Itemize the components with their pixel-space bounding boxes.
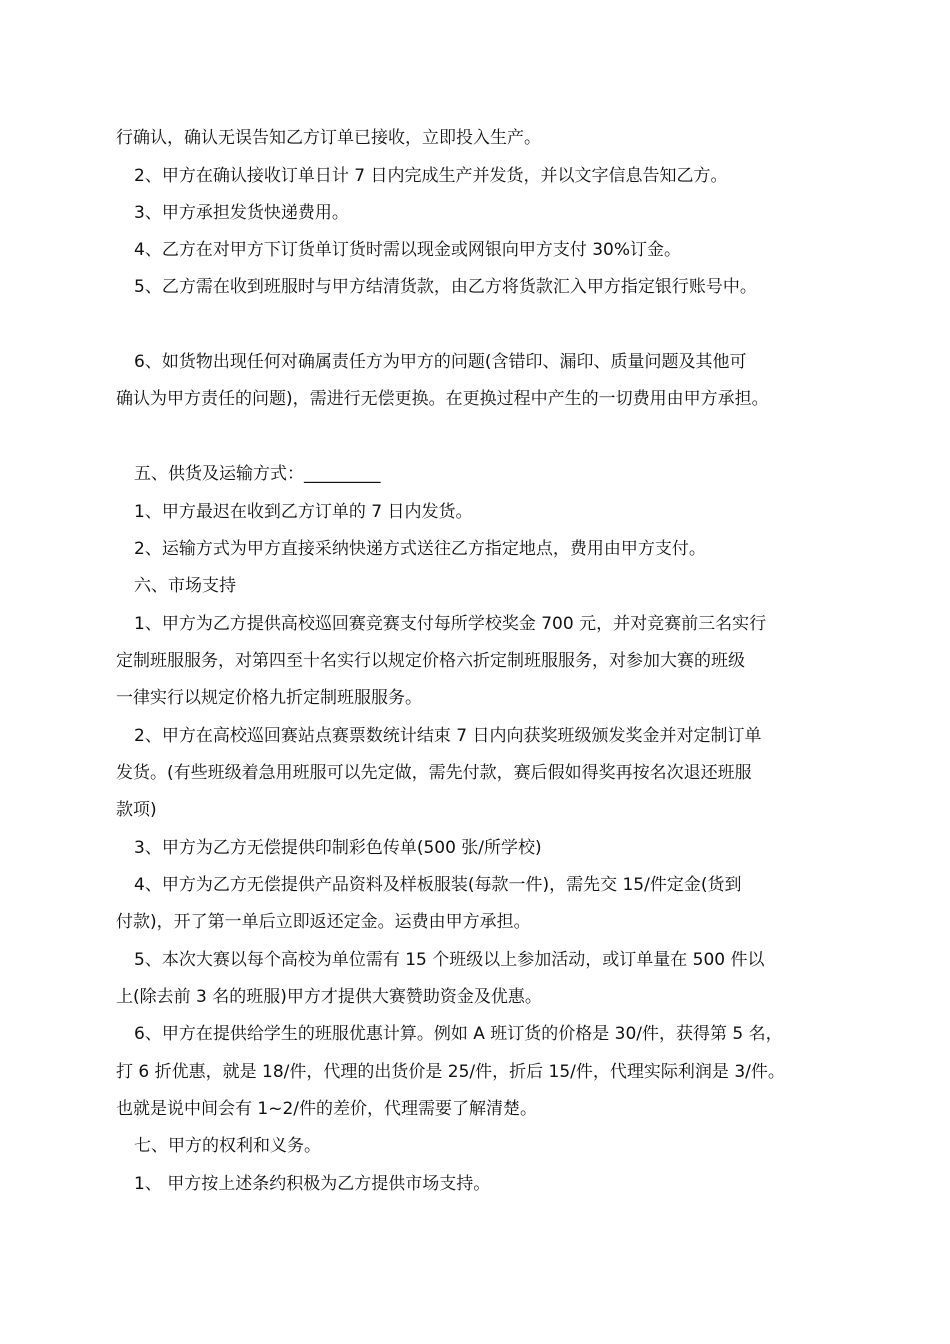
paragraph-line: 付款)，开了第一单后立即返还定金。运费由甲方承担。 [116, 912, 531, 932]
paragraph-line: 2、甲方在高校巡回赛站点赛票数统计结束 7 日内向获奖班级颁发奖金并对定制订单 [134, 726, 762, 746]
paragraph-line: 款项) [116, 800, 157, 820]
paragraph-line: 行确认，确认无误告知乙方订单已接收，立即投入生产。 [116, 128, 541, 148]
paragraph-line: 5、本次大赛以每个高校为单位需有 15 个班级以上参加活动，或订单量在 500 件以 [134, 950, 765, 970]
section-heading: 七、甲方的权利和义务。 [134, 1136, 321, 1156]
section-heading: 五、供货及运输方式：_________ [134, 464, 381, 484]
paragraph-line: 4、乙方在对甲方下订货单订货时需以现金或网银向甲方支付 30%订金。 [134, 240, 682, 260]
paragraph-line: 发货。(有些班级着急用班服可以先定做，需先付款，赛后假如得奖再按名次退还班服 [116, 763, 752, 783]
paragraph-line: 2、甲方在确认接收订单日计 7 日内完成生产并发货，并以文字信息告知乙方。 [134, 166, 728, 186]
paragraph-line: 打 6 折优惠，就是 18/件，代理的出货价是 25/件，折后 15/件，代理实际利润是 3/件。 [116, 1062, 785, 1082]
paragraph-line: 6、甲方在提供给学生的班服优惠计算。例如 A 班订货的价格是 30/件，获得第 5 名， [134, 1024, 783, 1044]
paragraph-line: 定制班服服务，对第四至十名实行以规定价格六折定制班服服务，对参加大赛的班级 [116, 651, 745, 671]
paragraph-line: 确认为甲方责任的问题)，需进行无偿更换。在更换过程中产生的一切费用由甲方承担。 [116, 389, 769, 409]
paragraph-line: 5、乙方需在收到班服时与甲方结清货款，由乙方将货款汇入甲方指定银行账号中。 [134, 277, 757, 297]
paragraph-line: 1、 甲方按上述条约积极为乙方提供市场支持。 [134, 1174, 491, 1194]
paragraph-line: 3、甲方承担发货快递费用。 [134, 203, 349, 223]
paragraph-line: 一律实行以规定价格九折定制班服服务。 [116, 688, 422, 708]
paragraph-line: 6、如货物出现任何对确属责任方为甲方的问题(含错印、漏印、质量问题及其他可 [134, 352, 747, 372]
paragraph-line: 2、运输方式为甲方直接采纳快递方式送往乙方指定地点，费用由甲方支付。 [134, 539, 706, 559]
paragraph-line: 1、甲方最迟在收到乙方订单的 7 日内发货。 [134, 502, 473, 522]
paragraph-line: 3、甲方为乙方无偿提供印制彩色传单(500 张/所学校) [134, 838, 542, 858]
paragraph-line: 也就是说中间会有 1~2/件的差价，代理需要了解清楚。 [116, 1099, 538, 1119]
paragraph-line: 1、甲方为乙方提供高校巡回赛竞赛支付每所学校奖金 700 元，并对竞赛前三名实行 [134, 614, 767, 634]
section-heading: 六、市场支持 [134, 576, 236, 596]
paragraph-line: 上(除去前 3 名的班服)甲方才提供大赛赞助资金及优惠。 [116, 987, 542, 1007]
paragraph-line: 4、甲方为乙方无偿提供产品资料及样板服装(每款一件)，需先交 15/件定金(货到 [134, 875, 742, 895]
